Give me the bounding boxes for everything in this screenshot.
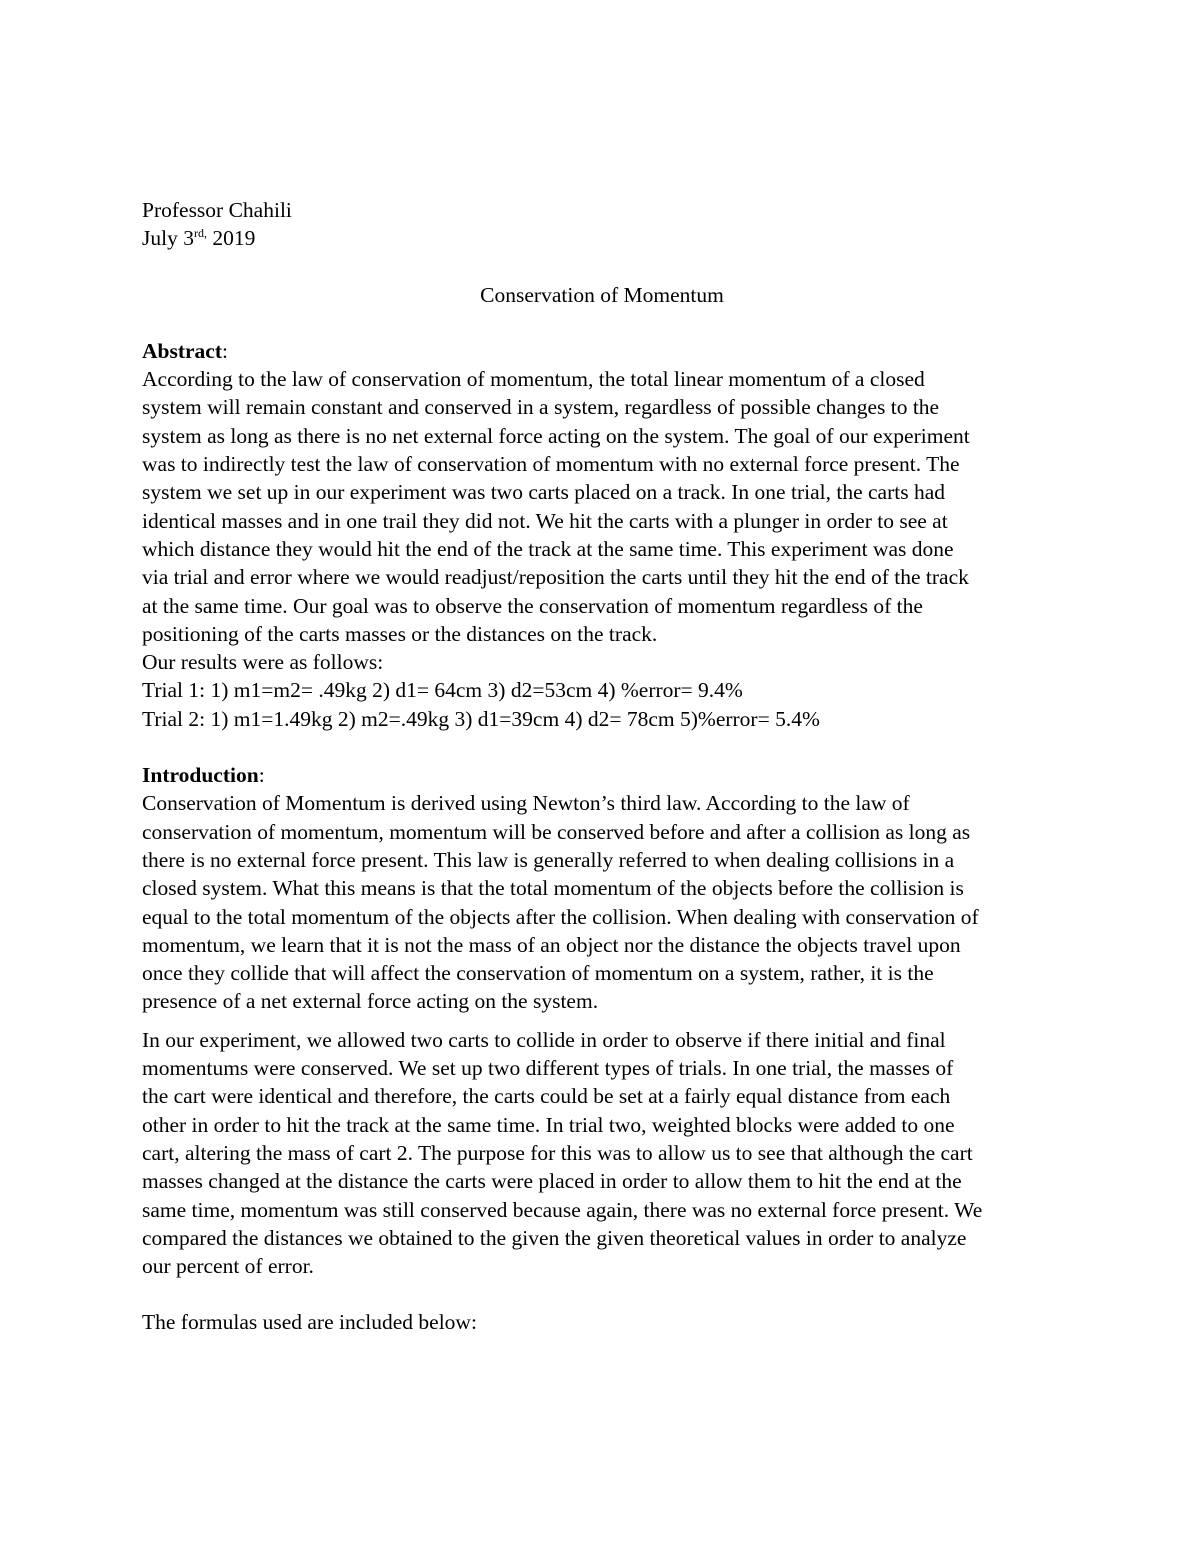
date-suffix: rd, — [193, 226, 207, 241]
abstract-line: at the same time. Our goal was to observe the conservation of momentum regardless of the — [142, 593, 923, 618]
intro-p1-line: Conservation of Momentum is derived using Newton’s third law. According to the law of — [142, 791, 910, 816]
abstract-line: system will remain constant and conserved in a system, regardless of possible changes to the — [142, 395, 940, 420]
intro-p1-line: once they collide that will affect the conservation of momentum on a system, rather, it is the — [142, 961, 934, 986]
introduction-heading-colon: : — [258, 763, 265, 788]
results-intro: Our results were as follows: — [142, 650, 384, 675]
date-year: 2019 — [206, 226, 256, 251]
trial-2-results: Trial 2: 1) m1=1.49kg 2) m2=.49kg 3) d1=39cm 4) d2= 78cm 5)%error= 5.4% — [142, 706, 820, 731]
document-page — [142, 196, 1062, 1337]
intro-p2-line: momentums were conserved. We set up two different types of trials. In one trial, the masses of — [142, 1056, 954, 1081]
intro-p2-line: the cart were identical and therefore, the carts could be set at a fairly equal distance from each — [142, 1084, 951, 1109]
abstract-line: via trial and error where we would readjust/reposition the carts until they hit the end of the track — [142, 565, 969, 590]
intro-p1-line: there is no external force present. This law is generally referred to when dealing collisions in a — [142, 847, 955, 872]
abstract-heading-text: Abstract — [142, 338, 223, 363]
intro-p2-line: our percent of error. — [142, 1254, 314, 1279]
intro-p1-line: presence of a net external force acting on the system. — [142, 989, 599, 1014]
intro-p2-line: In our experiment, we allowed two carts to collide in order to observe if there initial and final — [142, 1027, 946, 1052]
introduction-heading — [142, 761, 1062, 789]
abstract-line: which distance they would hit the end of the track at the same time. This experiment was done — [142, 536, 954, 561]
abstract-line: identical masses and in one trail they did not. We hit the carts with a plunger in order to see at — [142, 508, 948, 533]
intro-p1-line: conservation of momentum, momentum will be conserved before and after a collision as long as — [142, 819, 971, 844]
intro-p1-line: momentum, we learn that it is not the mass of an object nor the distance the objects travel upon — [142, 932, 961, 957]
abstract-heading — [142, 337, 1062, 365]
intro-p2-line: masses changed at the distance the carts were placed in order to allow them to hit the end at the — [142, 1169, 962, 1194]
intro-p1-line: closed system. What this means is that the total momentum of the objects before the collision is — [142, 876, 964, 901]
abstract-line: According to the law of conservation of momentum, the total linear momentum of a closed — [142, 367, 925, 392]
abstract-line: was to indirectly test the law of conservation of momentum with no external force present. The — [142, 452, 960, 477]
intro-p2-line: other in order to hit the track at the same time. In trial two, weighted blocks were added to one — [142, 1112, 955, 1137]
professor-name: Professor Chahili — [142, 198, 292, 222]
introduction-heading-text: Introduction — [142, 763, 259, 788]
intro-p1-line: equal to the total momentum of the objects after the collision. When dealing with conservation of — [142, 904, 979, 929]
intro-p2-line: same time, momentum was still conserved because again, there was no external force present. We — [142, 1197, 983, 1222]
intro-p2-line: compared the distances we obtained to the given the given theoretical values in order to analyze — [142, 1225, 967, 1250]
intro-p2-line: cart, altering the mass of cart 2. The purpose for this was to allow us to see that although the cart — [142, 1140, 973, 1165]
document-title: Conservation of Momentum — [480, 282, 724, 307]
abstract-line: positioning of the carts masses or the distances on the track. — [142, 621, 658, 646]
abstract-line: system we set up in our experiment was two carts placed on a track. In one trial, the carts had — [142, 480, 945, 505]
document-date — [142, 224, 1062, 252]
abstract-heading-colon: : — [222, 338, 228, 363]
date-month-day: July 3 — [142, 226, 194, 251]
abstract-line: system as long as there is no net external force acting on the system. The goal of our experiment — [142, 423, 970, 448]
formulas-intro: The formulas used are included below: — [142, 1310, 477, 1335]
trial-1-results: Trial 1: 1) m1=m2= .49kg 2) d1= 64cm 3) d2=53cm 4) %error= 9.4% — [142, 678, 743, 703]
